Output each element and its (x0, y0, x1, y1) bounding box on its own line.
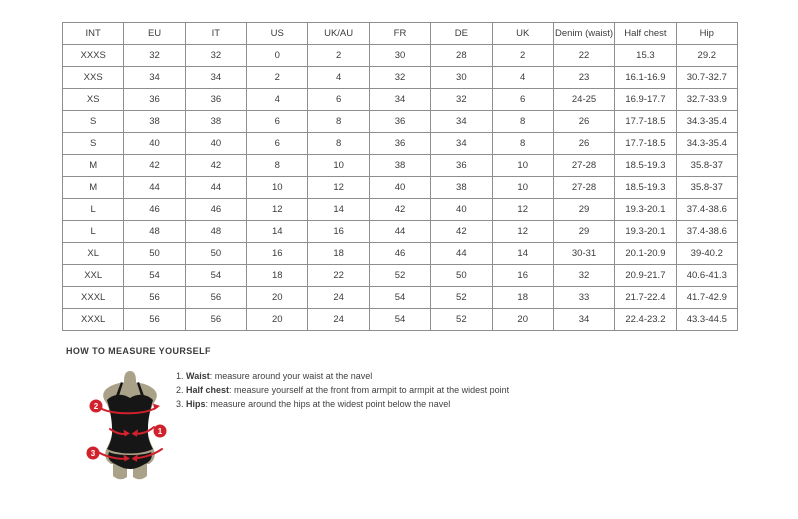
size-cell: 21.7-22.4 (615, 287, 676, 309)
size-cell: 10 (492, 177, 553, 199)
size-cell: 8 (492, 111, 553, 133)
size-cell: 44 (124, 177, 185, 199)
size-cell: 20 (492, 309, 553, 331)
measure-section-heading: HOW TO MEASURE YOURSELF (66, 346, 211, 356)
size-cell: 42 (185, 155, 246, 177)
size-cell: 54 (124, 265, 185, 287)
size-cell: 54 (369, 309, 430, 331)
size-row (63, 111, 738, 133)
size-row (63, 287, 738, 309)
size-cell: 2 (492, 45, 553, 67)
size-cell: XXL (63, 265, 124, 287)
column-header: Half chest (615, 23, 676, 45)
size-cell: 18 (492, 287, 553, 309)
size-cell: XXXL (63, 287, 124, 309)
size-cell: 54 (185, 265, 246, 287)
size-cell: 39-40.2 (676, 243, 737, 265)
size-cell: 0 (247, 45, 308, 67)
instruction-text: : measure around your waist at the navel (209, 371, 373, 381)
size-cell: 4 (492, 67, 553, 89)
size-cell: 6 (492, 89, 553, 111)
size-cell: 30.7-32.7 (676, 67, 737, 89)
size-cell: 42 (369, 199, 430, 221)
size-cell: 44 (185, 177, 246, 199)
column-header: FR (369, 23, 430, 45)
instruction-text: : measure yourself at the front from armpit to armpit at the widest point (229, 385, 510, 395)
size-cell: 38 (124, 111, 185, 133)
size-cell: M (63, 177, 124, 199)
size-cell: 40 (431, 199, 492, 221)
column-header: EU (124, 23, 185, 45)
size-cell: 12 (247, 199, 308, 221)
size-cell: 18.5-19.3 (615, 177, 676, 199)
instruction-number: 2. (176, 385, 184, 395)
size-chart-header-row (63, 23, 738, 45)
size-cell: 42 (431, 221, 492, 243)
size-cell: 32 (553, 265, 614, 287)
size-cell: 30 (369, 45, 430, 67)
measure-instruction-waist (176, 372, 509, 381)
column-header: INT (63, 23, 124, 45)
size-cell: 33 (553, 287, 614, 309)
size-cell: 56 (124, 287, 185, 309)
column-header: Hip (676, 23, 737, 45)
size-cell: 34 (369, 89, 430, 111)
size-cell: 17.7-18.5 (615, 133, 676, 155)
size-cell: 34 (431, 133, 492, 155)
size-cell: 34 (185, 67, 246, 89)
size-cell: 42 (124, 155, 185, 177)
size-cell: 18.5-19.3 (615, 155, 676, 177)
measure-instructions (176, 372, 509, 414)
size-cell: S (63, 111, 124, 133)
measurement-mannequin-icon (80, 368, 185, 486)
instruction-label: Hips (186, 399, 206, 409)
column-header: DE (431, 23, 492, 45)
size-cell: 8 (308, 111, 369, 133)
size-cell: 8 (308, 133, 369, 155)
size-cell: 46 (124, 199, 185, 221)
size-cell: 16 (247, 243, 308, 265)
size-cell: 34.3-35.4 (676, 111, 737, 133)
size-cell: 27-28 (553, 155, 614, 177)
size-cell: 2 (308, 45, 369, 67)
size-cell: 19.3-20.1 (615, 221, 676, 243)
column-header: UK/AU (308, 23, 369, 45)
column-header: UK (492, 23, 553, 45)
size-cell: 52 (369, 265, 430, 287)
svg-text:1: 1 (157, 427, 163, 436)
svg-text:3: 3 (90, 449, 96, 458)
size-cell: 24 (308, 309, 369, 331)
size-cell: XS (63, 89, 124, 111)
size-cell: S (63, 133, 124, 155)
size-cell: 4 (308, 67, 369, 89)
size-cell: 50 (124, 243, 185, 265)
size-cell: 16 (308, 221, 369, 243)
size-cell: 22 (553, 45, 614, 67)
size-cell: 52 (431, 287, 492, 309)
instruction-label: Half chest (186, 385, 230, 395)
size-cell: 32 (185, 45, 246, 67)
size-cell: 36 (369, 133, 430, 155)
size-cell: 37.4-38.6 (676, 221, 737, 243)
size-cell: 20 (247, 287, 308, 309)
size-cell: M (63, 155, 124, 177)
size-cell: 12 (492, 221, 553, 243)
size-cell: 44 (369, 221, 430, 243)
instruction-label: Waist (186, 371, 210, 381)
size-cell: 29.2 (676, 45, 737, 67)
size-row (63, 309, 738, 331)
column-header: Denim (waist) (553, 23, 614, 45)
size-cell: 35.8-37 (676, 155, 737, 177)
size-cell: 36 (431, 155, 492, 177)
size-cell: 18 (308, 243, 369, 265)
size-row (63, 243, 738, 265)
size-cell: 34.3-35.4 (676, 133, 737, 155)
size-cell: 35.8-37 (676, 177, 737, 199)
size-cell: 16.1-16.9 (615, 67, 676, 89)
instruction-text: : measure around the hips at the widest point below the navel (205, 399, 451, 409)
size-cell: 38 (369, 155, 430, 177)
size-cell: 2 (247, 67, 308, 89)
svg-text:2: 2 (93, 402, 99, 411)
instruction-number: 3. (176, 399, 184, 409)
size-cell: 10 (247, 177, 308, 199)
size-chart-table (62, 22, 738, 331)
column-header: IT (185, 23, 246, 45)
size-cell: XXXS (63, 45, 124, 67)
size-row (63, 45, 738, 67)
size-cell: 20.1-20.9 (615, 243, 676, 265)
size-cell: 40 (124, 133, 185, 155)
size-cell: 56 (124, 309, 185, 331)
size-cell: 32 (124, 45, 185, 67)
size-cell: 16.9-17.7 (615, 89, 676, 111)
size-cell: 48 (124, 221, 185, 243)
size-cell: 22 (308, 265, 369, 287)
size-cell: 6 (308, 89, 369, 111)
hip-measure-badge-icon (87, 447, 100, 460)
size-cell: 32 (369, 67, 430, 89)
size-cell: 50 (431, 265, 492, 287)
measure-instruction-hips (176, 400, 509, 409)
size-cell: 10 (492, 155, 553, 177)
size-cell: XXS (63, 67, 124, 89)
size-cell: 34 (431, 111, 492, 133)
size-cell: 36 (369, 111, 430, 133)
size-cell: 29 (553, 221, 614, 243)
waist-measure-badge-icon (154, 425, 167, 438)
size-cell: 14 (247, 221, 308, 243)
size-cell: 52 (431, 309, 492, 331)
size-cell: 22.4-23.2 (615, 309, 676, 331)
size-cell: 17.7-18.5 (615, 111, 676, 133)
size-cell: 4 (247, 89, 308, 111)
size-cell: 36 (124, 89, 185, 111)
size-cell: 20 (247, 309, 308, 331)
size-row (63, 89, 738, 111)
size-cell: 10 (308, 155, 369, 177)
size-cell: 43.3-44.5 (676, 309, 737, 331)
size-cell: 28 (431, 45, 492, 67)
size-cell: 14 (492, 243, 553, 265)
size-row (63, 221, 738, 243)
size-cell: 38 (431, 177, 492, 199)
size-cell: 54 (369, 287, 430, 309)
size-cell: 8 (492, 133, 553, 155)
size-cell: 30-31 (553, 243, 614, 265)
size-cell: 34 (124, 67, 185, 89)
size-row (63, 265, 738, 287)
size-cell: XXXL (63, 309, 124, 331)
size-cell: 41.7-42.9 (676, 287, 737, 309)
size-cell: 24-25 (553, 89, 614, 111)
size-cell: 37.4-38.6 (676, 199, 737, 221)
size-row (63, 155, 738, 177)
size-cell: XL (63, 243, 124, 265)
size-cell: 24 (308, 287, 369, 309)
size-cell: 32.7-33.9 (676, 89, 737, 111)
size-cell: 50 (185, 243, 246, 265)
size-cell: 8 (247, 155, 308, 177)
instruction-number: 1. (176, 371, 184, 381)
size-cell: 27-28 (553, 177, 614, 199)
size-cell: L (63, 199, 124, 221)
size-chart (62, 22, 738, 331)
size-cell: L (63, 221, 124, 243)
size-cell: 38 (185, 111, 246, 133)
chest-measure-badge-icon (90, 400, 103, 413)
size-cell: 30 (431, 67, 492, 89)
size-cell: 12 (492, 199, 553, 221)
size-row (63, 67, 738, 89)
size-cell: 48 (185, 221, 246, 243)
size-cell: 36 (185, 89, 246, 111)
size-cell: 32 (431, 89, 492, 111)
size-cell: 6 (247, 111, 308, 133)
size-cell: 46 (369, 243, 430, 265)
size-row (63, 177, 738, 199)
size-cell: 12 (308, 177, 369, 199)
size-cell: 26 (553, 133, 614, 155)
size-cell: 19.3-20.1 (615, 199, 676, 221)
size-cell: 40.6-41.3 (676, 265, 737, 287)
size-row (63, 199, 738, 221)
size-cell: 44 (431, 243, 492, 265)
size-cell: 16 (492, 265, 553, 287)
size-cell: 15.3 (615, 45, 676, 67)
size-cell: 26 (553, 111, 614, 133)
size-cell: 23 (553, 67, 614, 89)
size-cell: 34 (553, 309, 614, 331)
size-cell: 40 (369, 177, 430, 199)
size-cell: 6 (247, 133, 308, 155)
size-cell: 14 (308, 199, 369, 221)
column-header: US (247, 23, 308, 45)
size-row (63, 133, 738, 155)
size-cell: 40 (185, 133, 246, 155)
size-cell: 46 (185, 199, 246, 221)
size-cell: 18 (247, 265, 308, 287)
size-cell: 29 (553, 199, 614, 221)
size-cell: 56 (185, 287, 246, 309)
measure-instruction-half-chest (176, 386, 509, 395)
size-cell: 56 (185, 309, 246, 331)
size-cell: 20.9-21.7 (615, 265, 676, 287)
